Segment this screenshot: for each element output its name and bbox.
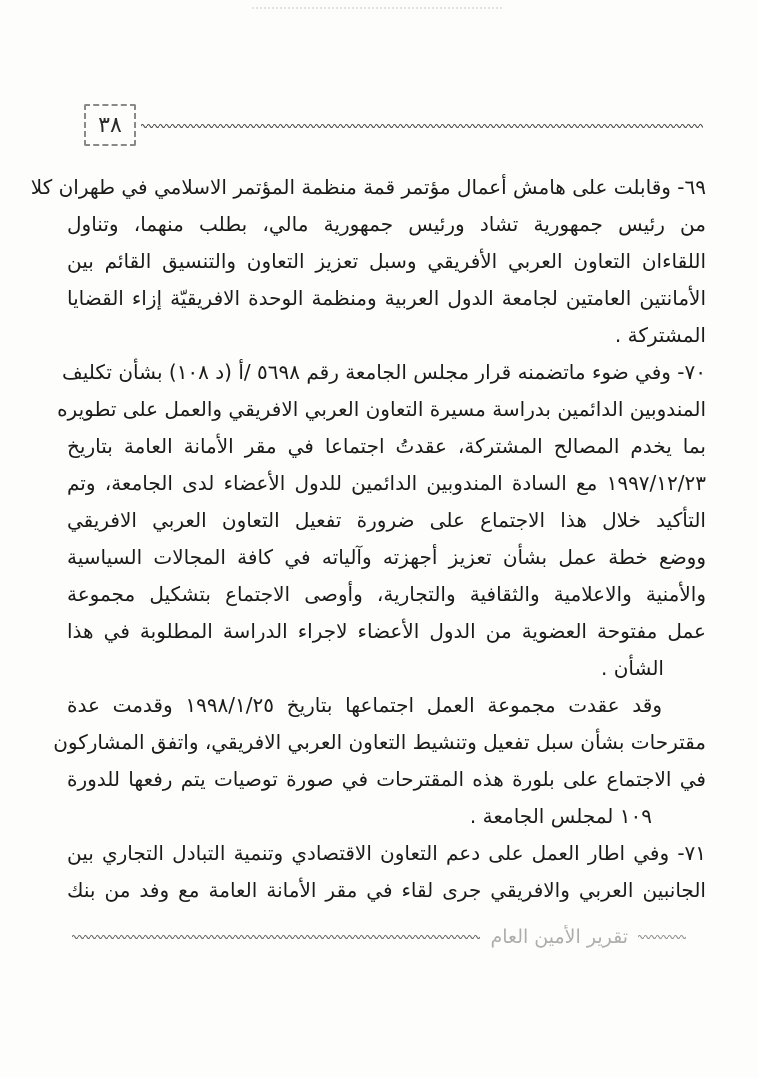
paragraph-number: ٧١- <box>677 841 707 865</box>
paragraph-number: ٦٩- <box>677 175 706 199</box>
text-line: مقترحات بشأن سبل تفعيل وتنشيط التعاون العربي الافريقي، واتفق المشاركون <box>53 730 706 754</box>
footer-squiggle-line <box>72 933 480 941</box>
paragraph-69 <box>30 169 706 354</box>
document-body <box>30 169 707 909</box>
text-line: المشتركة . <box>614 323 706 347</box>
text-line: ١٠٩ لمجلس الجامعة . <box>469 804 652 828</box>
text-line <box>67 835 706 872</box>
text-line-content: وفي ضوء ماتضمنه قرار مجلس الجامعة رقم ٥٦٩٨ /أ (د ١٠٨) بشأن تكليف <box>62 360 671 384</box>
text-line: الجانبين العربي والافريقي جرى لقاء في مقر الأمانة العامة مع وفد من بنك <box>67 878 706 902</box>
text-line: من رئيس جمهورية تشاد ورئيس جمهورية مالي، بطلب منهما، وتناول <box>67 212 706 236</box>
page-footer <box>72 922 686 952</box>
text-line: الأمانتين العامتين لجامعة الدول العربية ومنظمة الوحدة الافريقيّة إزاء القضايا <box>67 286 706 310</box>
text-line: عمل مفتوحة العضوية من الدول الأعضاء لاجراء الدراسة المطلوبة في هذا <box>67 619 706 643</box>
text-line: اللقاءان التعاون العربي الأفريقي وسبل تعزيز التعاون والتنسيق القائم بين <box>67 249 706 273</box>
page-number-box <box>84 104 136 146</box>
paragraph-71 <box>67 835 706 909</box>
text-line: في الاجتماع على بلورة هذه المقترحات في صورة توصيات يتم رفعها للدورة <box>67 767 706 791</box>
paragraph-number: ٧٠- <box>677 360 706 384</box>
text-line <box>62 354 706 391</box>
top-dotted-line <box>252 7 502 9</box>
text-line: التأكيد خلال هذا الاجتماع على ضرورة تفعيل التعاون العربي الافريقي <box>67 508 706 532</box>
text-line: بما يخدم المصالح المشتركة، عقدتُ اجتماعا في مقر الأمانة العامة بتاريخ <box>67 434 706 458</box>
text-line: ١٩٩٧/١٢/٢٣ مع السادة المندوبين الدائمين للدول الأعضاء لدى الجامعة، وتم <box>67 471 706 495</box>
paragraph-70 <box>57 354 706 687</box>
text-line: ووضع خطة عمل بشأن تعزيز أجهزته وآلياته في كافة المجالات السياسية <box>67 545 706 569</box>
header-squiggle-line <box>141 122 703 130</box>
text-line-content: وفي اطار العمل على دعم التعاون الاقتصادي وتنمية التبادل التجاري بين <box>67 841 670 865</box>
footer-squiggle-short <box>638 933 686 941</box>
text-line: والأمنية والاعلامية والثقافية والتجارية، وأوصى الاجتماع بتشكيل مجموعة <box>67 582 706 606</box>
text-line <box>30 169 706 206</box>
text-line-content: وقابلت على هامش أعمال مؤتمر قمة منظمة المؤتمر الاسلامي في طهران كلا <box>30 175 671 199</box>
text-line: الشأن . <box>601 656 664 680</box>
page-number: ٣٨ <box>98 112 122 138</box>
text-line: وقد عقدت مجموعة العمل اجتماعها بتاريخ ١٩٩٨/١/٢٥ وقدمت عدة <box>67 693 662 717</box>
text-line: المندوبين الدائمين بدراسة مسيرة التعاون العربي الافريقي والعمل على تطويره <box>57 397 706 421</box>
footer-title: تقرير الأمين العام <box>490 926 628 948</box>
paragraph-70-continued <box>53 687 706 835</box>
